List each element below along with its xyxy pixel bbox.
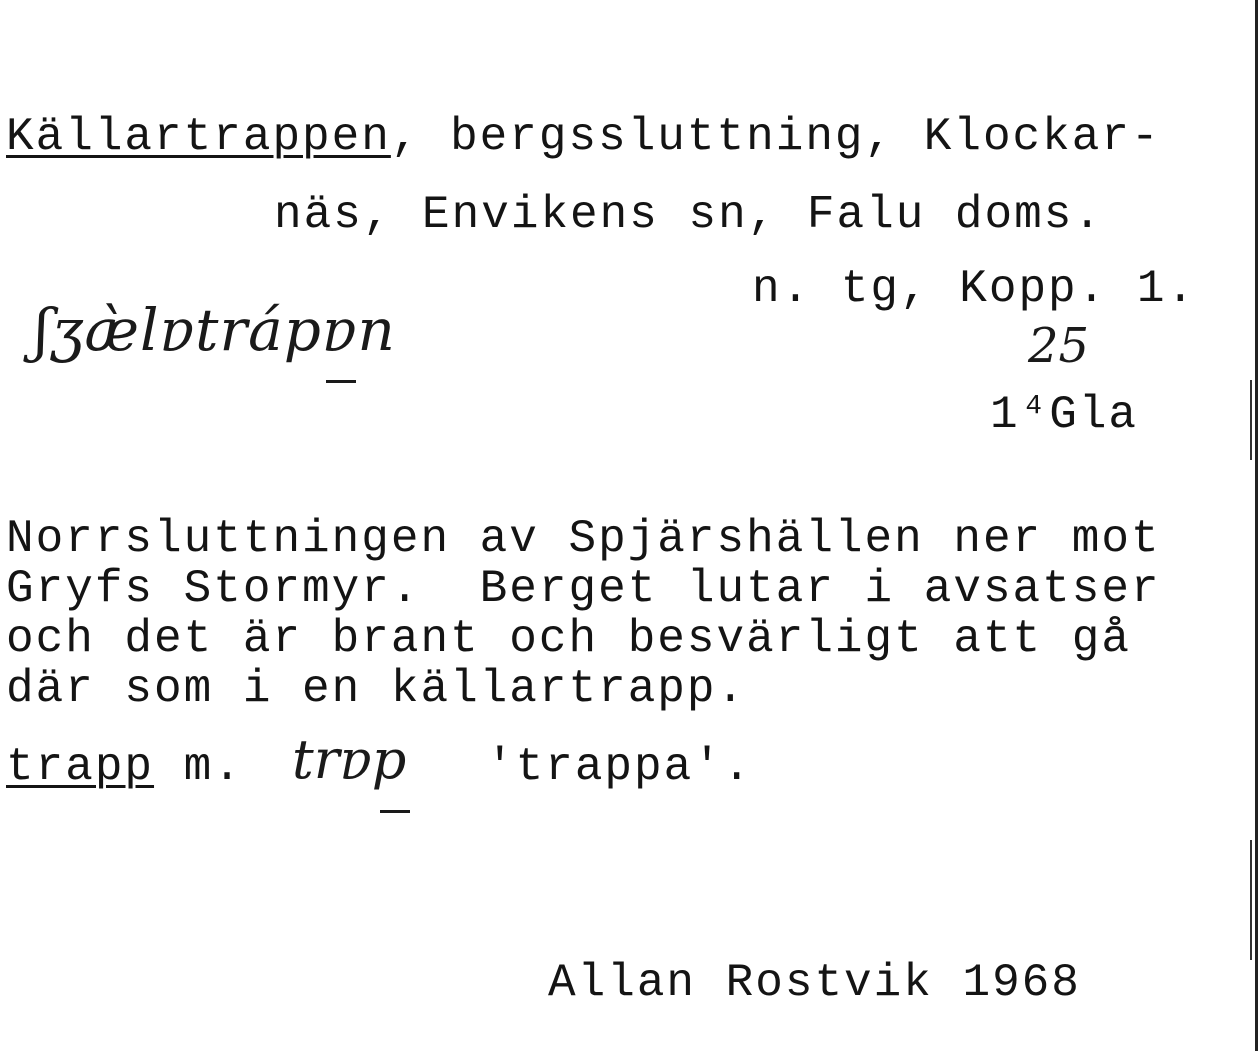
gloss-phonetic: trɐp [292,728,407,791]
headword: Källartrappen [6,111,391,163]
description-line-2: Gryfs Stormyr. Berget lutar i avsatser [6,563,1161,615]
archive-code: 1⁴Gla [990,389,1139,441]
heading-rest: , bergssluttning, Klockar- [390,111,1161,163]
description-line-4: där som i en källartrapp. [6,663,747,715]
gloss-gender: m. [154,741,243,793]
gloss-word: trapp [6,741,155,793]
gloss-line [6,740,243,794]
handwritten-number: 25 [1028,318,1090,374]
location-line: näs, Envikens sn, Falu doms. [274,189,1103,241]
scan-edge-mark [1250,380,1252,460]
description-line-3: och det är brant och besvärligt att gå [6,613,1131,665]
signature: Allan Rostvik 1968 [548,957,1081,1009]
phonetic-underline-mark [380,810,410,813]
pronunciation-underline-mark [326,380,356,383]
map-reference: n. tg, Kopp. 1. [752,263,1197,315]
heading-line [6,110,1161,164]
handwritten-pronunciation: ʃʒæ̀lɐtrápɐn [34,296,396,364]
description-line-1: Norrsluttningen av Spjärshällen ner mot [6,513,1161,565]
scan-edge-mark [1250,840,1252,960]
gloss-meaning: 'trappa'. [486,741,753,793]
